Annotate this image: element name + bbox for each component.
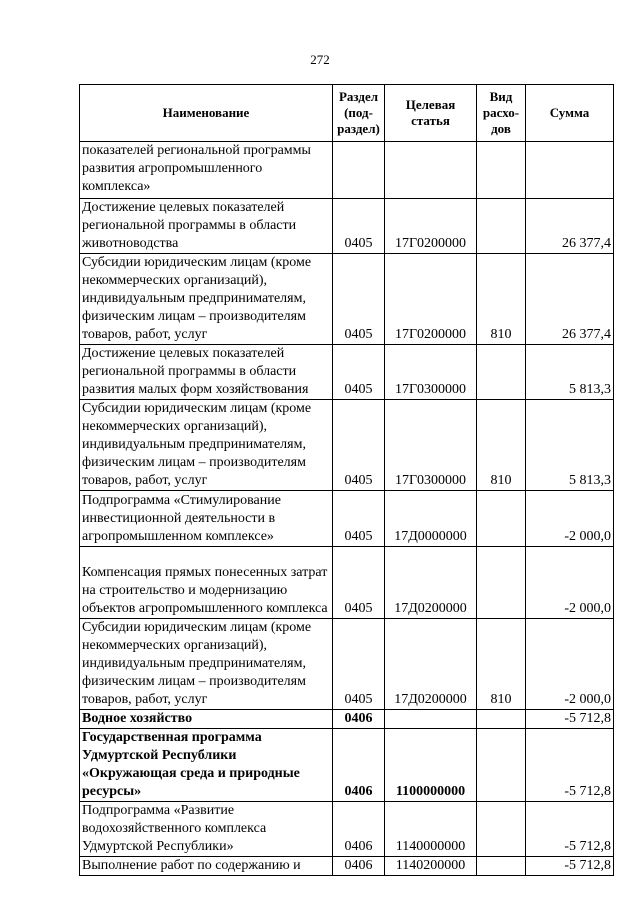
row-kind: 810 — [477, 619, 526, 710]
row-target — [385, 710, 477, 729]
row-name: Водное хозяйство — [80, 710, 333, 729]
table-row — [80, 857, 614, 876]
row-section: 0406 — [333, 710, 385, 729]
header-kind: Вид расхо-дов — [477, 85, 526, 142]
row-sum: -2 000,0 — [526, 619, 614, 710]
row-sum: 26 377,4 — [526, 199, 614, 254]
table-row — [80, 619, 614, 710]
row-name: Субсидии юридическим лицам (кроме некоммерческих организаций), индивидуальным предпринимателям, физическим лицам – производителям товаров, работ, услуг — [80, 619, 333, 710]
row-target: 17Д0200000 — [385, 619, 477, 710]
table-row — [80, 491, 614, 547]
row-kind — [477, 710, 526, 729]
row-target: 17Д0200000 — [385, 547, 477, 619]
row-name: Подпрограмма «Развитие водохозяйственного комплекса Удмуртской Республики» — [80, 802, 333, 857]
table-row — [80, 142, 614, 199]
row-kind — [477, 857, 526, 876]
row-target: 17Г0200000 — [385, 254, 477, 345]
row-kind — [477, 345, 526, 400]
row-name: показателей региональной программы развития агропромышленного комплекса» — [80, 142, 333, 199]
row-section: 0405 — [333, 400, 385, 491]
header-row — [80, 85, 614, 142]
table-row — [80, 254, 614, 345]
row-name: Субсидии юридическим лицам (кроме некоммерческих организаций), индивидуальным предпринимателям, физическим лицам – производителям товаров, работ, услуг — [80, 254, 333, 345]
row-section: 0405 — [333, 619, 385, 710]
row-target: 1100000000 — [385, 729, 477, 802]
row-name: Подпрограмма «Стимулирование инвестиционной деятельности в агропромышленном комплексе» — [80, 491, 333, 547]
row-kind — [477, 729, 526, 802]
row-section: 0405 — [333, 345, 385, 400]
table-row — [80, 802, 614, 857]
row-section: 0405 — [333, 491, 385, 547]
row-target: 1140200000 — [385, 857, 477, 876]
row-sum: -2 000,0 — [526, 491, 614, 547]
row-kind — [477, 199, 526, 254]
row-sum — [526, 142, 614, 199]
row-sum: 5 813,3 — [526, 400, 614, 491]
row-target: 17Д0000000 — [385, 491, 477, 547]
row-sum: 5 813,3 — [526, 345, 614, 400]
budget-table — [79, 84, 614, 876]
table-row — [80, 345, 614, 400]
row-name: Достижение целевых показателей региональной программы в области развития малых форм хозяйствования — [80, 345, 333, 400]
row-section: 0406 — [333, 729, 385, 802]
row-sum: -5 712,8 — [526, 710, 614, 729]
header-sum: Сумма — [526, 85, 614, 142]
row-sum: -5 712,8 — [526, 802, 614, 857]
row-section: 0406 — [333, 802, 385, 857]
row-kind — [477, 491, 526, 547]
row-kind — [477, 547, 526, 619]
row-sum: -5 712,8 — [526, 857, 614, 876]
row-sum: -5 712,8 — [526, 729, 614, 802]
table-row — [80, 199, 614, 254]
row-target: 17Г0300000 — [385, 345, 477, 400]
row-target: 17Г0200000 — [385, 199, 477, 254]
row-section: 0406 — [333, 857, 385, 876]
row-name: Достижение целевых показателей региональной программы в области животноводства — [80, 199, 333, 254]
table-row — [80, 400, 614, 491]
row-kind — [477, 142, 526, 199]
header-name: Наименование — [80, 85, 333, 142]
page-number: 272 — [310, 52, 330, 67]
table-row — [80, 547, 614, 619]
row-sum: -2 000,0 — [526, 547, 614, 619]
row-name: Выполнение работ по содержанию и — [80, 857, 333, 876]
row-target: 17Г0300000 — [385, 400, 477, 491]
row-name: Субсидии юридическим лицам (кроме некоммерческих организаций), индивидуальным предпринимателям, физическим лицам – производителям товаров, работ, услуг — [80, 400, 333, 491]
row-sum: 26 377,4 — [526, 254, 614, 345]
row-target: 1140000000 — [385, 802, 477, 857]
row-target — [385, 142, 477, 199]
row-section: 0405 — [333, 547, 385, 619]
table-row — [80, 729, 614, 802]
header-section: Раздел (под-раздел) — [333, 85, 385, 142]
row-section: 0405 — [333, 199, 385, 254]
row-section: 0405 — [333, 254, 385, 345]
row-kind: 810 — [477, 254, 526, 345]
row-section — [333, 142, 385, 199]
table-row — [80, 710, 614, 729]
row-name: Компенсация прямых понесенных затрат на строительство и модернизацию объектов агропромышленного комплекса — [80, 547, 333, 619]
header-target: Целевая статья — [385, 85, 477, 142]
row-name: Государственная программа Удмуртской Республики «Окружающая среда и природные ресурсы» — [80, 729, 333, 802]
row-kind: 810 — [477, 400, 526, 491]
row-kind — [477, 802, 526, 857]
